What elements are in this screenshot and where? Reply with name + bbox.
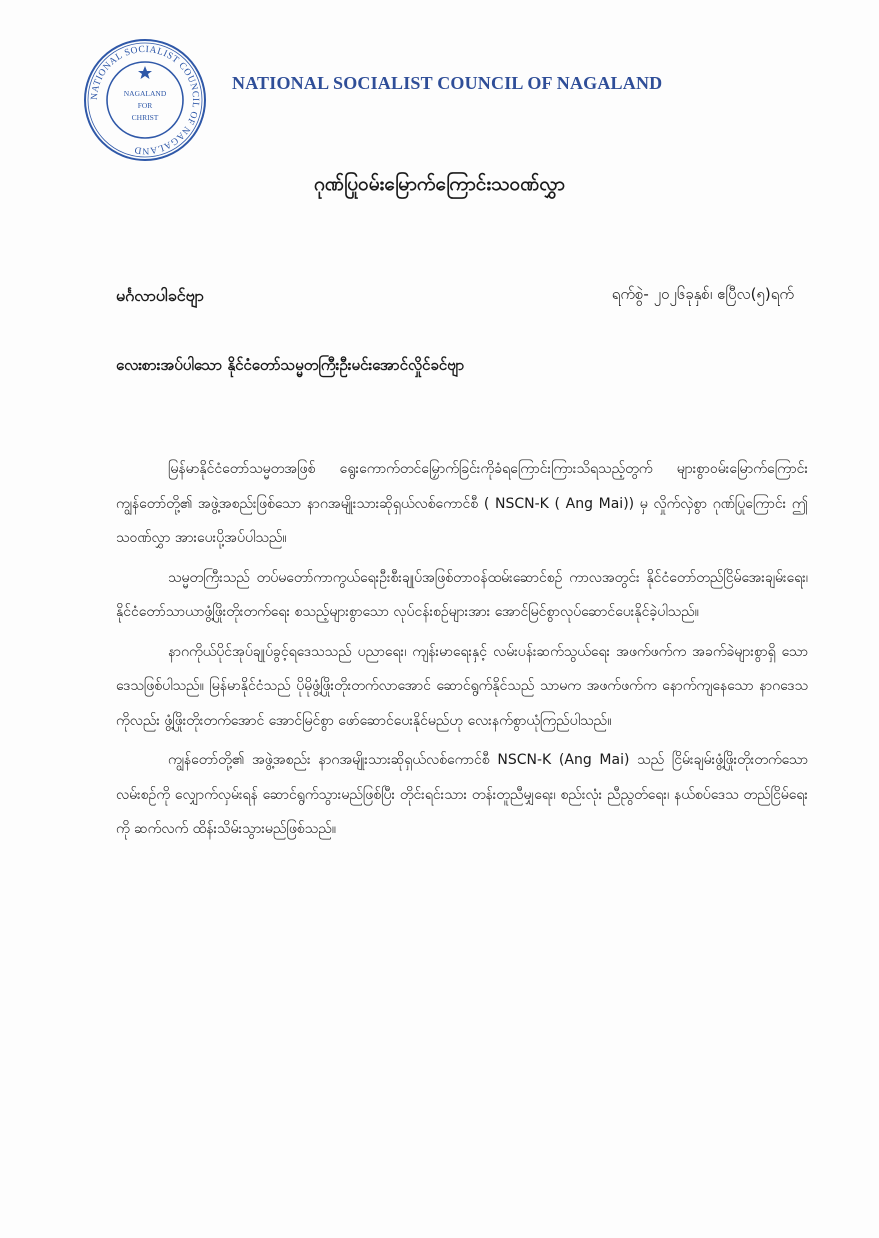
svg-text:NAGALAND: NAGALAND xyxy=(123,89,167,98)
svg-text:NATIONAL SOCIALIST COUNCIL OF: NATIONAL SOCIALIST COUNCIL OF NAGALAND xyxy=(89,44,201,156)
svg-text:CHRIST: CHRIST xyxy=(131,113,159,122)
salutation: မင်္ဂလာပါခင်ဗျာ xyxy=(116,286,204,305)
letter-title: ဂုဏ်ပြုဝမ်းမြောက်ကြောင်းသဝဏ်လွှာ xyxy=(314,173,565,195)
svg-text:FOR: FOR xyxy=(137,101,153,110)
body-paragraph: မြန်မာနိုင်ငံတော်သမ္မတအဖြစ် ရွေးကောက်တင်မြှောက်ခြင်းကိုခံရကြောင်းကြားသိရသည့်တွက် များစွာဝမ်းမြောက်ကြောင်း ကျွန်တော်တို့၏ အဖွဲ့အစည်းဖြစ်သော နာဂအမျိုးသားဆိုရှယ်လစ်ကောင်စီ ( NSCN-K ( Ang Mai)) မှ လှိုက်လှဲစွာ ဂုဏ်ပြုကြောင်း ဤသဝဏ်လွှာ အားပေးပို့အပ်ပါသည်။ xyxy=(116,461,808,546)
body-paragraph: ကျွန်တော်တို့၏ အဖွဲ့အစည်း နာဂအမျိုးသားဆိုရှယ်လစ်ကောင်စီ NSCN-K (Ang Mai) သည် ငြိမ်းချမ်းဖွံ့ဖြိုးတိုးတက်သော လမ်းစဉ်ကို လျှောက်လှမ်းရန် ဆောင်ရွက်သွားမည်ဖြစ်ပြီး တိုင်းရင်းသား တန်းတူညီမျှရေး၊ စည်းလုံး ညီညွတ်ရေး၊ နယ်စပ်ဒေသ တည်ငြိမ်ရေးကို ဆက်လက် ထိန်းသိမ်းသွားမည်ဖြစ်သည်။ xyxy=(116,752,808,837)
nscn-seal-logo xyxy=(80,38,210,162)
body-paragraph: သမ္မတကြီးသည် တပ်မတော်ကာကွယ်ရေးဦးစီးချုပ်အဖြစ်တာဝန်ထမ်းဆောင်စဉ် ကာလအတွင်း နိုင်ငံတော်တည်ငြိမ်အေးချမ်းရေး၊ နိုင်ငံတော်သာယာဖွံ့ဖြိုးတိုးတက်ရေး စသည့်များစွာသော လုပ်ငန်းစဉ်များအား အောင်မြင်စွာလုပ်ဆောင်ပေးနိုင်ခဲ့ပါသည်။ xyxy=(116,569,808,620)
body-paragraph: နာဂကိုယ်ပိုင်အုပ်ချုပ်ခွင့်ရဒေသသည် ပညာရေး၊ ကျန်းမာရေးနှင့် လမ်းပန်းဆက်သွယ်ရေး အဖက်ဖက်က အခက်ခဲများစွာရှိ သော ဒေသဖြစ်ပါသည်။ မြန်မာနိုင်ငံသည် ပိုမိုဖွံ့ဖြိုးတိုးတက်လာအောင် ဆောင်ရွက်နိုင်သည် သာမက အဖက်ဖက်က နောက်ကျနေသော နာဂဒေသကိုလည်း ဖွံ့ဖြိုးတိုးတက်အောင် အောင်မြင်စွာ ဖော်ဆောင်ပေးနိုင်မည်ဟု လေးနက်စွာယုံကြည်ပါသည်။ xyxy=(116,643,808,729)
organization-name: NATIONAL SOCIALIST COUNCIL OF NAGALAND xyxy=(232,73,663,93)
addressee-line: လေးစားအပ်ပါသော နိုင်ငံတော်သမ္မတကြီးဦးမင်းအောင်လှိုင်ခင်ဗျာ xyxy=(116,356,465,374)
letter-body xyxy=(116,452,808,852)
letter-date: ရက်စွဲ- ၂၀၂၆ခုနှစ်၊ ဧပြီလ(၅)ရက် xyxy=(611,285,794,303)
